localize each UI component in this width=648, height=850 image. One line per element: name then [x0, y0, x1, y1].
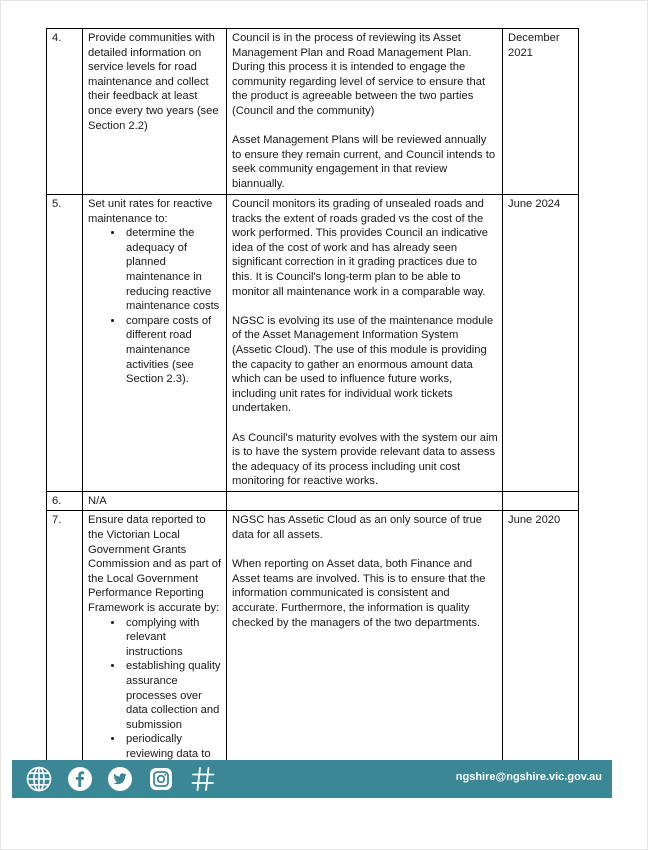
response-cell: [227, 491, 503, 511]
response-cell: [227, 511, 503, 764]
response-paragraph: Council monitors its grading of unsealed roads and tracks the extent of roads graded vs the cost of the work performed. This provides Council an indicative idea of the cost of work and has already seen significant correction in it grading practices due to this. It is Council's long-term plan to be able to monitor all maintenance work in a comparable way.: [232, 198, 488, 298]
response-paragraph: When reporting on Asset data, both Finance and Asset teams are involved. This is to ensure that the information communicated is consistent and accurate. Furthermore, the information is quality checked by the managers of the two departments.: [232, 558, 486, 629]
row-number: 6.: [47, 491, 83, 511]
response-paragraph: NGSC has Assetic Cloud as an only source of true data for all assets.: [232, 514, 482, 542]
response-paragraph: Asset Management Plans will be reviewed annually to ensure they remain current, and Council intends to seek community engagement in that review biannually.: [232, 134, 496, 190]
action-bullet-list: [88, 616, 222, 762]
footer-bar: [12, 760, 612, 798]
bullet-item: • compare costs of different road maintenance activities (see Section 2.3).: [124, 314, 222, 387]
bullet-item: • complying with relevant instructions: [124, 616, 222, 660]
response-paragraph: NGSC is evolving its use of the maintenance module of the Asset Management Information System (Assetic Cloud). The use of this module is providing the capacity to gather an enormous amount data which can be used to influence future works, including unit rates for individual work tickets undertaken.: [232, 314, 494, 415]
actions-table: [46, 28, 579, 765]
bullet-item: • establishing quality assurance processes over data collection and submission: [124, 659, 222, 732]
action-cell: [83, 195, 227, 492]
response-paragraph: As Council's maturity evolves with the system our aim is to have the system provide relevant data to assess the adequacy of its process including unit cost monitoring for reactive works.: [232, 431, 498, 488]
target-date: June 2020: [503, 511, 579, 764]
twitter-icon[interactable]: [107, 766, 133, 792]
contact-email-link[interactable]: ngshire@ngshire.vic.gov.au: [455, 771, 602, 783]
row-number: 7.: [47, 511, 83, 764]
table-row: [47, 491, 579, 511]
instagram-icon[interactable]: [148, 766, 174, 792]
bullet-item: • periodically reviewing data to: [124, 732, 222, 761]
table-row: [47, 511, 579, 764]
facebook-icon[interactable]: [67, 766, 93, 792]
action-text: Ensure data reported to the Victorian Local Government Grants Commission and as part of the Local Government Performance Reporting Framework is accurate by:: [88, 514, 222, 615]
target-date: December 2021: [503, 29, 579, 195]
action-cell: [83, 29, 227, 195]
globe-icon[interactable]: [26, 766, 52, 792]
response-paragraph: Council is in the process of reviewing its Asset Management Plan and Road Management Plan. During this process it is intended to engage the community regarding level of service to ensure that the product is agreeable between the two parties (Council and the community): [232, 32, 486, 117]
table-row: [47, 195, 579, 492]
response-cell: [227, 195, 503, 492]
action-bullet-list: [88, 226, 222, 387]
table-row: [47, 29, 579, 195]
bullet-item: • determine the adequacy of planned maintenance in reducing reactive maintenance costs: [124, 226, 222, 314]
action-cell: N/A: [83, 491, 227, 511]
action-cell: [83, 511, 227, 764]
row-number: 4.: [47, 29, 83, 195]
hashtag-icon[interactable]: [190, 766, 216, 792]
target-date: [503, 491, 579, 511]
response-cell: [227, 29, 503, 195]
row-number: 5.: [47, 195, 83, 492]
action-text: Provide communities with detailed information on service levels for road maintenance and collect their feedback at least once every two years (see Section 2.2): [88, 32, 219, 132]
action-text: Set unit rates for reactive maintenance to:: [88, 198, 213, 225]
target-date: June 2024: [503, 195, 579, 492]
